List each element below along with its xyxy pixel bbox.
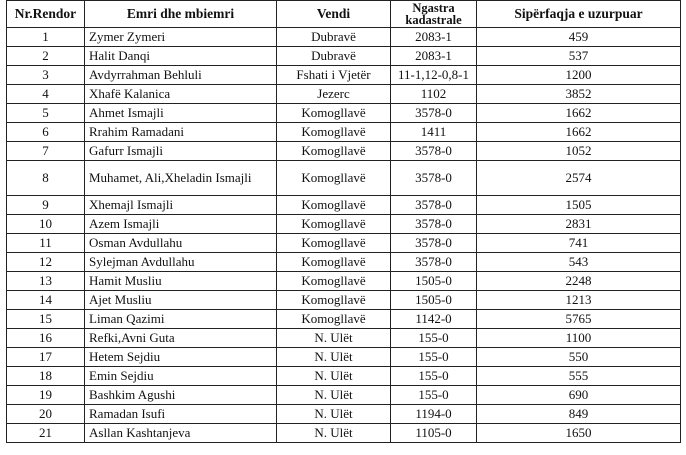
table-row [7,272,681,291]
cell-parcel: 155-0 [391,367,477,386]
table-body [7,28,681,443]
table-row [7,28,681,47]
cell-area: 849 [477,405,681,424]
cell-parcel: 11-1,12-0,8-1 [391,66,477,85]
cell-parcel: 155-0 [391,386,477,405]
cell-parcel: 1411 [391,123,477,142]
table-row [7,66,681,85]
cell-name: Ramadan Isufi [85,405,277,424]
cell-parcel: 3578-0 [391,196,477,215]
cell-place: Komogllavë [277,215,391,234]
cell-nr: 20 [7,405,85,424]
cell-parcel: 1505-0 [391,291,477,310]
cell-nr: 10 [7,215,85,234]
cell-name: Sylejman Avdullahu [85,253,277,272]
cell-place: Dubravë [277,47,391,66]
header-row [7,1,681,28]
table-row [7,85,681,104]
cell-nr: 12 [7,253,85,272]
cell-place: Komogllavë [277,253,391,272]
cell-nr: 16 [7,329,85,348]
cell-place: Komogllavë [277,310,391,329]
table-row [7,291,681,310]
cell-name: Osman Avdullahu [85,234,277,253]
cell-area: 2574 [477,161,681,196]
table-row [7,310,681,329]
cell-parcel: 3578-0 [391,234,477,253]
cell-nr: 13 [7,272,85,291]
cell-parcel: 155-0 [391,348,477,367]
header-name: Emri dhe mbiemri [85,1,277,28]
cell-area: 1505 [477,196,681,215]
cell-name: Azem Ismajli [85,215,277,234]
cell-place: Fshati i Vjetër [277,66,391,85]
cell-place: Dubravë [277,28,391,47]
cell-nr: 9 [7,196,85,215]
cell-place: Komogllavë [277,123,391,142]
table-row [7,386,681,405]
cell-name: Halit Danqi [85,47,277,66]
cell-parcel: 1194-0 [391,405,477,424]
cell-name: Bashkim Agushi [85,386,277,405]
cell-place: Komogllavë [277,104,391,123]
cell-place: Jezerc [277,85,391,104]
cell-nr: 1 [7,28,85,47]
cell-parcel: 155-0 [391,329,477,348]
cell-nr: 11 [7,234,85,253]
table-row [7,234,681,253]
cell-area: 550 [477,348,681,367]
table-row [7,253,681,272]
cell-parcel: 3578-0 [391,142,477,161]
cell-place: N. Ulët [277,424,391,443]
table-row [7,329,681,348]
header-parcel: Ngastra kadastrale [391,1,477,28]
cell-area: 2248 [477,272,681,291]
cell-place: Komogllavë [277,196,391,215]
table-row [7,348,681,367]
cell-name: Avdyrrahman Behluli [85,66,277,85]
cell-parcel: 3578-0 [391,161,477,196]
cell-area: 2831 [477,215,681,234]
cell-nr: 5 [7,104,85,123]
table-row [7,142,681,161]
cell-nr: 8 [7,161,85,196]
table-row [7,196,681,215]
cell-name: Muhamet, Ali,Xheladin Ismajli [85,161,277,196]
table-row [7,367,681,386]
table-row [7,215,681,234]
cell-nr: 3 [7,66,85,85]
cell-area: 5765 [477,310,681,329]
cell-place: Komogllavë [277,142,391,161]
cell-name: Hamit Musliu [85,272,277,291]
table-row [7,47,681,66]
cell-area: 459 [477,28,681,47]
cell-parcel: 2083-1 [391,28,477,47]
cell-place: N. Ulët [277,348,391,367]
cell-area: 1213 [477,291,681,310]
cell-name: Xhafë Kalanica [85,85,277,104]
cell-place: N. Ulët [277,386,391,405]
cell-area: 543 [477,253,681,272]
cell-area: 1052 [477,142,681,161]
cell-area: 537 [477,47,681,66]
cell-nr: 19 [7,386,85,405]
header-area: Sipërfaqja e uzurpuar [477,1,681,28]
cell-parcel: 3578-0 [391,253,477,272]
cell-parcel: 1142-0 [391,310,477,329]
cell-area: 1662 [477,123,681,142]
cell-name: Rrahim Ramadani [85,123,277,142]
cell-area: 3852 [477,85,681,104]
cell-nr: 14 [7,291,85,310]
cell-parcel: 2083-1 [391,47,477,66]
cell-place: Komogllavë [277,291,391,310]
cell-nr: 17 [7,348,85,367]
table-row [7,161,681,196]
cell-place: Komogllavë [277,161,391,196]
cell-parcel: 3578-0 [391,104,477,123]
cell-name: Emin Sejdiu [85,367,277,386]
cell-area: 1662 [477,104,681,123]
cell-area: 741 [477,234,681,253]
cell-nr: 2 [7,47,85,66]
cell-name: Liman Qazimi [85,310,277,329]
cell-nr: 4 [7,85,85,104]
cell-nr: 15 [7,310,85,329]
cell-name: Zymer Zymeri [85,28,277,47]
table-row [7,104,681,123]
cell-name: Refki,Avni Guta [85,329,277,348]
cell-area: 555 [477,367,681,386]
cell-parcel: 3578-0 [391,215,477,234]
cell-nr: 6 [7,123,85,142]
cell-area: 1650 [477,424,681,443]
cell-name: Ahmet Ismajli [85,104,277,123]
cell-parcel: 1102 [391,85,477,104]
cell-name: Asllan Kashtanjeva [85,424,277,443]
cell-place: Komogllavë [277,234,391,253]
cell-parcel: 1105-0 [391,424,477,443]
cell-place: N. Ulët [277,329,391,348]
cell-nr: 7 [7,142,85,161]
table-row [7,405,681,424]
table-row [7,123,681,142]
cell-name: Ajet Musliu [85,291,277,310]
cell-nr: 18 [7,367,85,386]
table-row [7,424,681,443]
cell-name: Gafurr Ismajli [85,142,277,161]
cell-parcel: 1505-0 [391,272,477,291]
usurped-land-table [6,0,681,443]
cell-name: Xhemajl Ismajli [85,196,277,215]
cell-place: N. Ulët [277,367,391,386]
cell-name: Hetem Sejdiu [85,348,277,367]
cell-area: 1100 [477,329,681,348]
cell-place: N. Ulët [277,405,391,424]
header-nr: Nr.Rendor [7,1,85,28]
cell-area: 1200 [477,66,681,85]
cell-place: Komogllavë [277,272,391,291]
header-place: Vendi [277,1,391,28]
cell-area: 690 [477,386,681,405]
cell-nr: 21 [7,424,85,443]
